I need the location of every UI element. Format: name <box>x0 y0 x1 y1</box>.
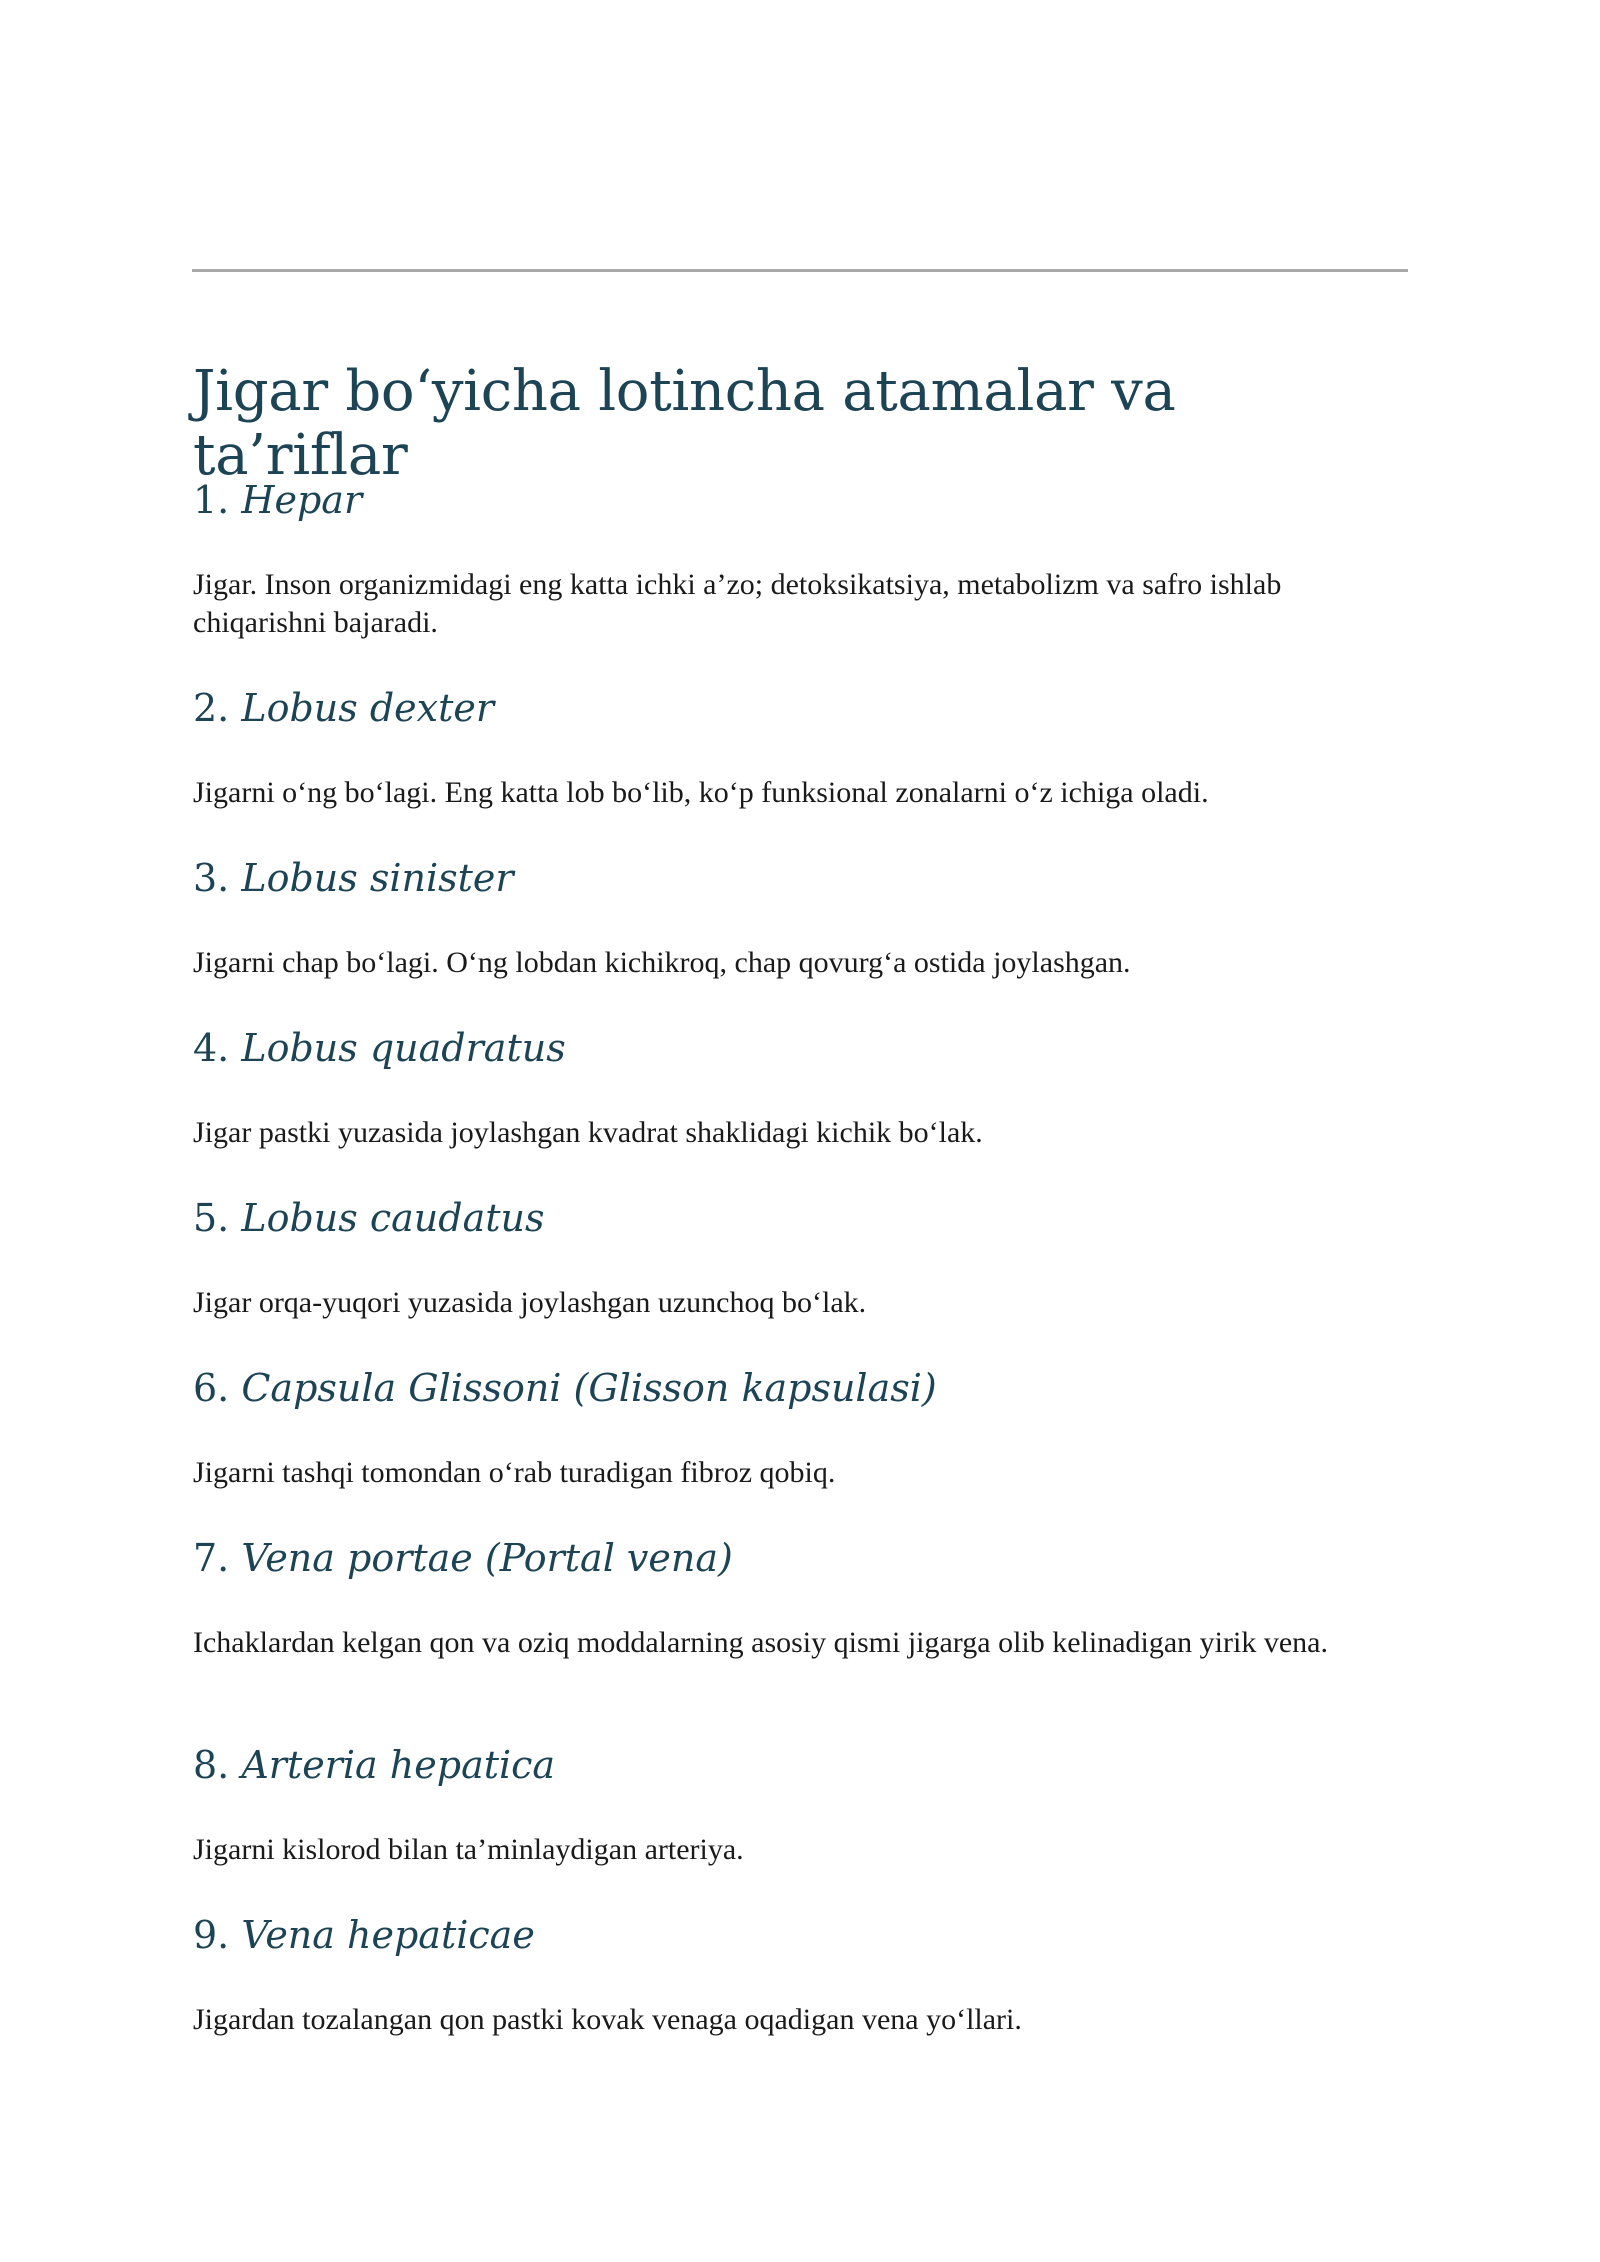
term-heading <box>193 1026 566 1072</box>
term-definition: Jigardan tozalangan qon pastki kovak venaga oqadigan vena yo‘llari. <box>193 2003 1022 2036</box>
term-heading <box>193 1196 545 1242</box>
top-divider <box>192 269 1408 272</box>
term-latin-name: Lobus sinister <box>241 856 514 900</box>
term-number: 7. <box>193 1536 230 1580</box>
term-heading <box>193 1536 733 1582</box>
term-heading <box>193 856 514 902</box>
term-definition: Jigar orqa-yuqori yuzasida joylashgan uzunchoq bo‘lak. <box>193 1286 867 1319</box>
term-definition: Jigarni chap bo‘lagi. O‘ng lobdan kichikroq, chap qovurg‘a ostida joylashgan. <box>193 946 1131 979</box>
document-title: Jigar bo‘yicha lotincha atamalar va ta’riflar <box>193 359 1176 489</box>
term-definition: Jigarni tashqi tomondan o‘rab turadigan fibroz qobiq. <box>193 1456 836 1489</box>
term-latin-name: Vena hepaticae <box>241 1913 535 1957</box>
term-heading <box>193 478 362 524</box>
term-number: 5. <box>193 1196 230 1240</box>
term-latin-name: Vena portae (Portal vena) <box>241 1536 733 1580</box>
term-latin-name: Arteria hepatica <box>241 1743 556 1787</box>
term-latin-name: Capsula Glissoni (Glisson kapsulasi) <box>241 1366 937 1410</box>
term-latin-name: Hepar <box>241 478 363 522</box>
term-definition: Ichaklardan kelgan qon va oziq moddalarning asosiy qismi jigarga olib kelinadigan yirik vena. <box>193 1626 1328 1659</box>
term-heading <box>193 686 494 732</box>
term-number: 1. <box>193 478 230 522</box>
term-number: 2. <box>193 686 230 730</box>
term-definition: Jigar. Inson organizmidagi eng katta ichki a’zo; detoksikatsiya, metabolizm va safro ishlab chiqarishni bajaradi. <box>193 568 1282 639</box>
term-definition: Jigarni kislorod bilan ta’minlaydigan arteriya. <box>193 1833 744 1866</box>
document-content <box>193 359 1383 2036</box>
term-definition: Jigarni o‘ng bo‘lagi. Eng katta lob bo‘lib, ko‘p funksional zonalarni o‘z ichiga oladi. <box>193 776 1209 809</box>
term-number: 4. <box>193 1026 230 1070</box>
term-definition: Jigar pastki yuzasida joylashgan kvadrat shaklidagi kichik bo‘lak. <box>193 1116 983 1149</box>
term-heading <box>193 1743 555 1789</box>
term-number: 6. <box>193 1366 230 1410</box>
term-number: 8. <box>193 1743 230 1787</box>
term-heading <box>193 1913 535 1959</box>
term-latin-name: Lobus dexter <box>241 686 495 730</box>
term-heading <box>193 1366 937 1412</box>
term-latin-name: Lobus caudatus <box>241 1196 545 1240</box>
term-latin-name: Lobus quadratus <box>241 1026 566 1070</box>
term-number: 9. <box>193 1913 230 1957</box>
term-number: 3. <box>193 856 230 900</box>
